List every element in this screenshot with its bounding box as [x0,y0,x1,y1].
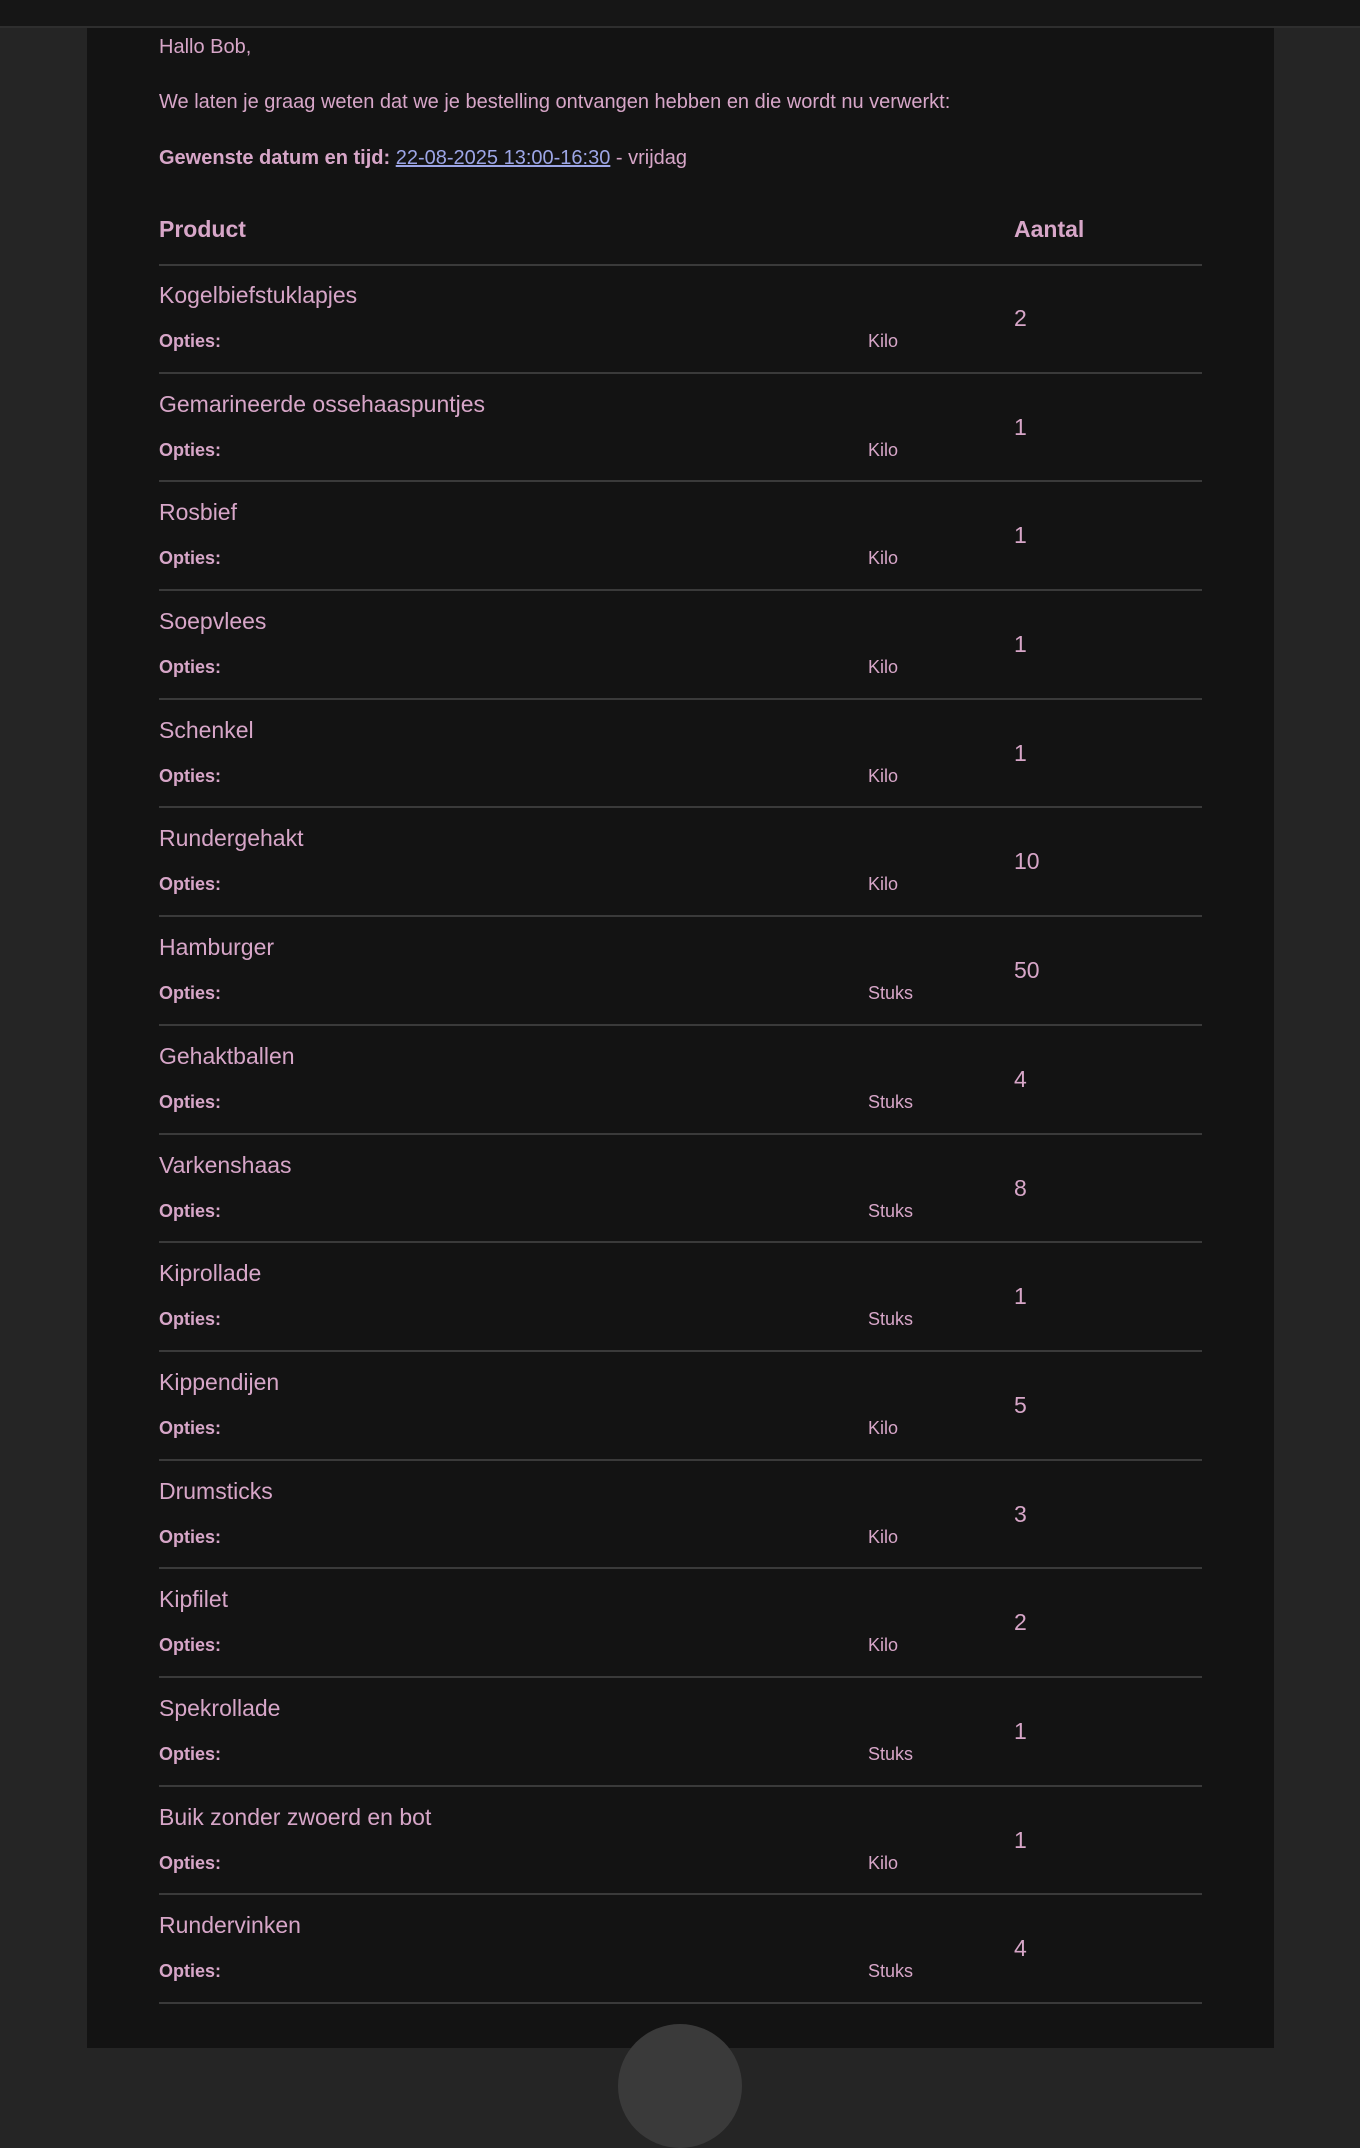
options-label: Opties: [159,1091,222,1112]
product-quantity: 50 [1014,957,1040,984]
product-name: Soepvlees [159,608,267,635]
option-unit: Kilo [868,548,899,569]
table-row [159,1895,1202,2004]
options-label: Opties: [159,765,222,786]
option-unit: Kilo [868,765,899,786]
product-quantity: 1 [1014,1717,1027,1744]
product-quantity: 4 [1014,1065,1027,1092]
options-label: Opties: [159,1417,222,1438]
table-row [159,482,1202,591]
option-unit: Stuks [868,1091,914,1112]
product-quantity: 10 [1014,848,1040,875]
product-quantity: 1 [1014,631,1027,658]
product-name: Kogelbiefstuklapjes [159,282,358,308]
scroll-to-top-button[interactable] [618,2024,742,2148]
product-name: Drumsticks [159,1477,273,1504]
top-bar [0,0,1360,28]
product-name: Kippendijen [159,1368,280,1395]
product-name: Schenkel [159,716,254,743]
product-name: Rundervinken [159,1912,301,1939]
product-quantity: 2 [1014,305,1027,331]
order-table-body [159,265,1202,2004]
column-header-product: Product [159,216,246,242]
option-unit: Kilo [868,874,899,895]
options-label: Opties: [159,331,222,351]
table-row [159,1678,1202,1787]
product-quantity: 1 [1014,1826,1027,1853]
intro-text: We laten je graag weten dat we je bestelling ontvangen hebben en die wordt nu verwerkt: [159,91,951,113]
product-name: Varkenshaas [159,1151,292,1178]
options-label: Opties: [159,657,222,678]
column-header-quantity: Aantal [1014,216,1085,242]
product-quantity: 4 [1014,1935,1027,1962]
option-unit: Stuks [868,1961,914,1982]
table-row [159,1026,1202,1135]
table-row [159,591,1202,700]
options-label: Opties: [159,1526,222,1547]
order-table-header [159,216,1202,266]
table-row [159,1135,1202,1244]
product-quantity: 1 [1014,739,1027,766]
table-row [159,374,1202,483]
option-unit: Kilo [868,439,899,460]
table-row [159,1243,1202,1352]
table-row [159,265,1202,374]
product-quantity: 3 [1014,1500,1027,1527]
product-quantity: 5 [1014,1391,1027,1418]
option-unit: Kilo [868,657,899,678]
datetime-link[interactable]: 22-08-2025 13:00-16:30 [395,147,611,169]
table-row [159,1787,1202,1896]
table-row [159,808,1202,917]
requested-datetime [159,147,687,170]
options-label: Opties: [159,548,222,569]
option-unit: Stuks [868,1200,914,1221]
option-unit: Kilo [868,1852,899,1873]
product-quantity: 1 [1014,413,1027,440]
product-name: Kipfilet [159,1586,229,1613]
options-label: Opties: [159,1852,222,1873]
option-unit: Kilo [868,1635,899,1656]
product-name: Rundergehakt [159,825,304,852]
product-name: Hamburger [159,934,275,961]
table-row [159,1352,1202,1461]
greeting-text: Hallo Bob, [159,36,252,58]
options-label: Opties: [159,983,222,1004]
product-quantity: 1 [1014,1283,1027,1310]
table-row [159,700,1202,809]
product-name: Gemarineerde ossehaaspuntjes [159,390,486,417]
options-label: Opties: [159,1635,222,1656]
product-name: Kiprollade [159,1260,262,1287]
email-body-panel [87,28,1274,2048]
product-name: Buik zonder zwoerd en bot [159,1803,432,1830]
options-label: Opties: [159,1743,222,1764]
options-label: Opties: [159,439,222,460]
option-unit: Kilo [868,1526,899,1547]
table-row [159,1569,1202,1678]
product-quantity: 2 [1014,1609,1027,1636]
options-label: Opties: [159,874,222,895]
options-label: Opties: [159,1200,222,1221]
product-quantity: 1 [1014,522,1027,549]
option-unit: Stuks [868,1309,914,1330]
option-unit: Kilo [868,1417,899,1438]
option-unit: Kilo [868,331,899,351]
datetime-weekday: - vrijdag [610,147,688,169]
option-unit: Stuks [868,1743,914,1764]
option-unit: Stuks [868,983,914,1004]
product-name: Spekrollade [159,1694,281,1721]
product-name: Rosbief [159,499,237,526]
options-label: Opties: [159,1309,222,1330]
table-row [159,917,1202,1026]
datetime-label: Gewenste datum en tijd: [159,147,391,169]
table-row [159,1461,1202,1570]
options-label: Opties: [159,1961,222,1982]
product-quantity: 8 [1014,1174,1027,1201]
product-name: Gehaktballen [159,1042,295,1069]
